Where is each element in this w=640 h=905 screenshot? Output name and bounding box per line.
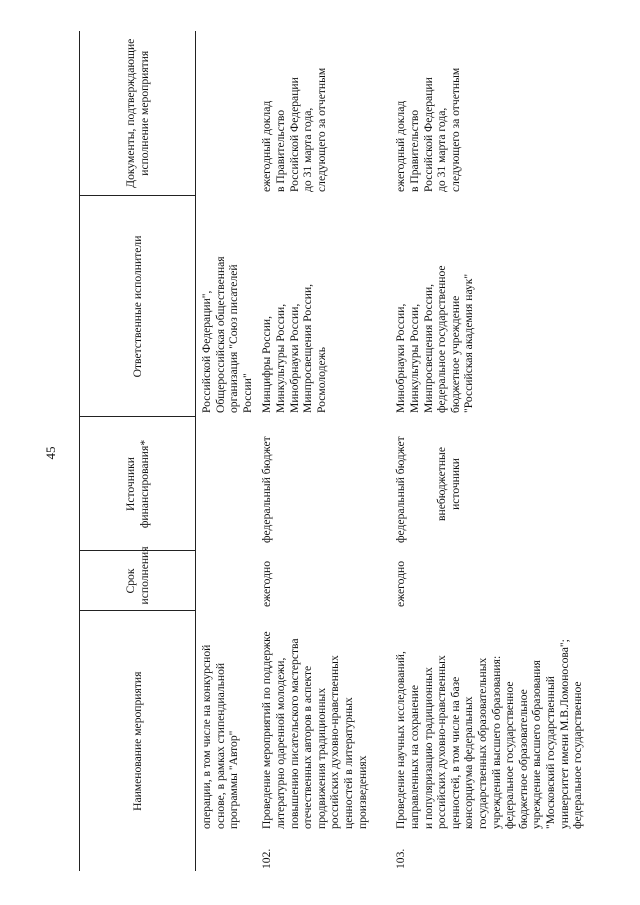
funding-source-extra: внебюджетные источники — [434, 447, 462, 521]
header-term: Срок исполнения — [80, 551, 196, 611]
measure-name: Проведение научных исследований, направленных на сохранение и популяризацию традиционных российских духовно-нравственных ценностей, в том числе на базе консорциума федеральных государственных образовательных учреждений высшего образования: федеральное государственное бюджетное образовательное учреждение высшего образования "Московский государственный университет имени М.В.Ломоносова"; федеральное государственное — [394, 639, 585, 829]
measure-name: операции, в том числе на конкурсной основе, в рамках стипендиальной программы "Автор" — [200, 644, 241, 829]
measure-documents: ежегодный доклад в Правительство Российской Федерации до 31 марта года, следующего за отчетным — [394, 67, 462, 192]
funding-source: федеральный бюджет — [260, 436, 274, 543]
measures-table — [79, 31, 585, 871]
row-number — [196, 833, 255, 871]
measure-term: ежегодно — [394, 561, 408, 607]
measure-funding — [388, 417, 584, 551]
measure-funding — [254, 417, 388, 551]
measure-name: Проведение мероприятий по поддержке литературно одаренной молодежи, повышению писательского мастерства отечественных авторов в аспекте продвижения традиционных российских духовно-нравственных ценностей в литературных произведениях — [260, 631, 369, 829]
table-row — [388, 31, 584, 871]
header-documents: Документы, подтверждающие исполнение мероприятия — [80, 31, 196, 196]
table-row — [196, 31, 255, 871]
header-name: Наименование мероприятия — [80, 611, 196, 871]
measure-term: ежегодно — [260, 561, 274, 607]
measure-term — [196, 551, 255, 611]
measure-documents — [196, 31, 255, 196]
measure-executors: Минцифры России, Минкультуры России, Минобрнауки России, Минпросвещения России, Росмолодежь — [260, 283, 328, 413]
rotated-page-content — [79, 31, 624, 871]
header-funding: Источники финансирования* — [80, 417, 196, 551]
header-executors: Ответственные исполнители — [80, 196, 196, 417]
measure-documents: ежегодный доклад в Правительство Российской Федерации до 31 марта года, следующего за отчетным — [260, 67, 328, 192]
funding-source: федеральный бюджет — [394, 436, 408, 543]
table-header-row — [80, 31, 196, 871]
row-number: 103. — [394, 848, 408, 869]
page-number: 45 — [43, 446, 58, 460]
measure-executors: Российской Федерации", Общероссийская общественная организация "Союз писателей России" — [200, 256, 254, 413]
measure-executors: Минобрнауки России, Минкультуры России, Минпросвещения России, федеральное государственное бюджетное учреждение "Российская академия наук" — [394, 265, 476, 413]
measure-funding — [196, 417, 255, 551]
row-number: 102. — [260, 848, 274, 869]
table-row — [254, 31, 388, 871]
